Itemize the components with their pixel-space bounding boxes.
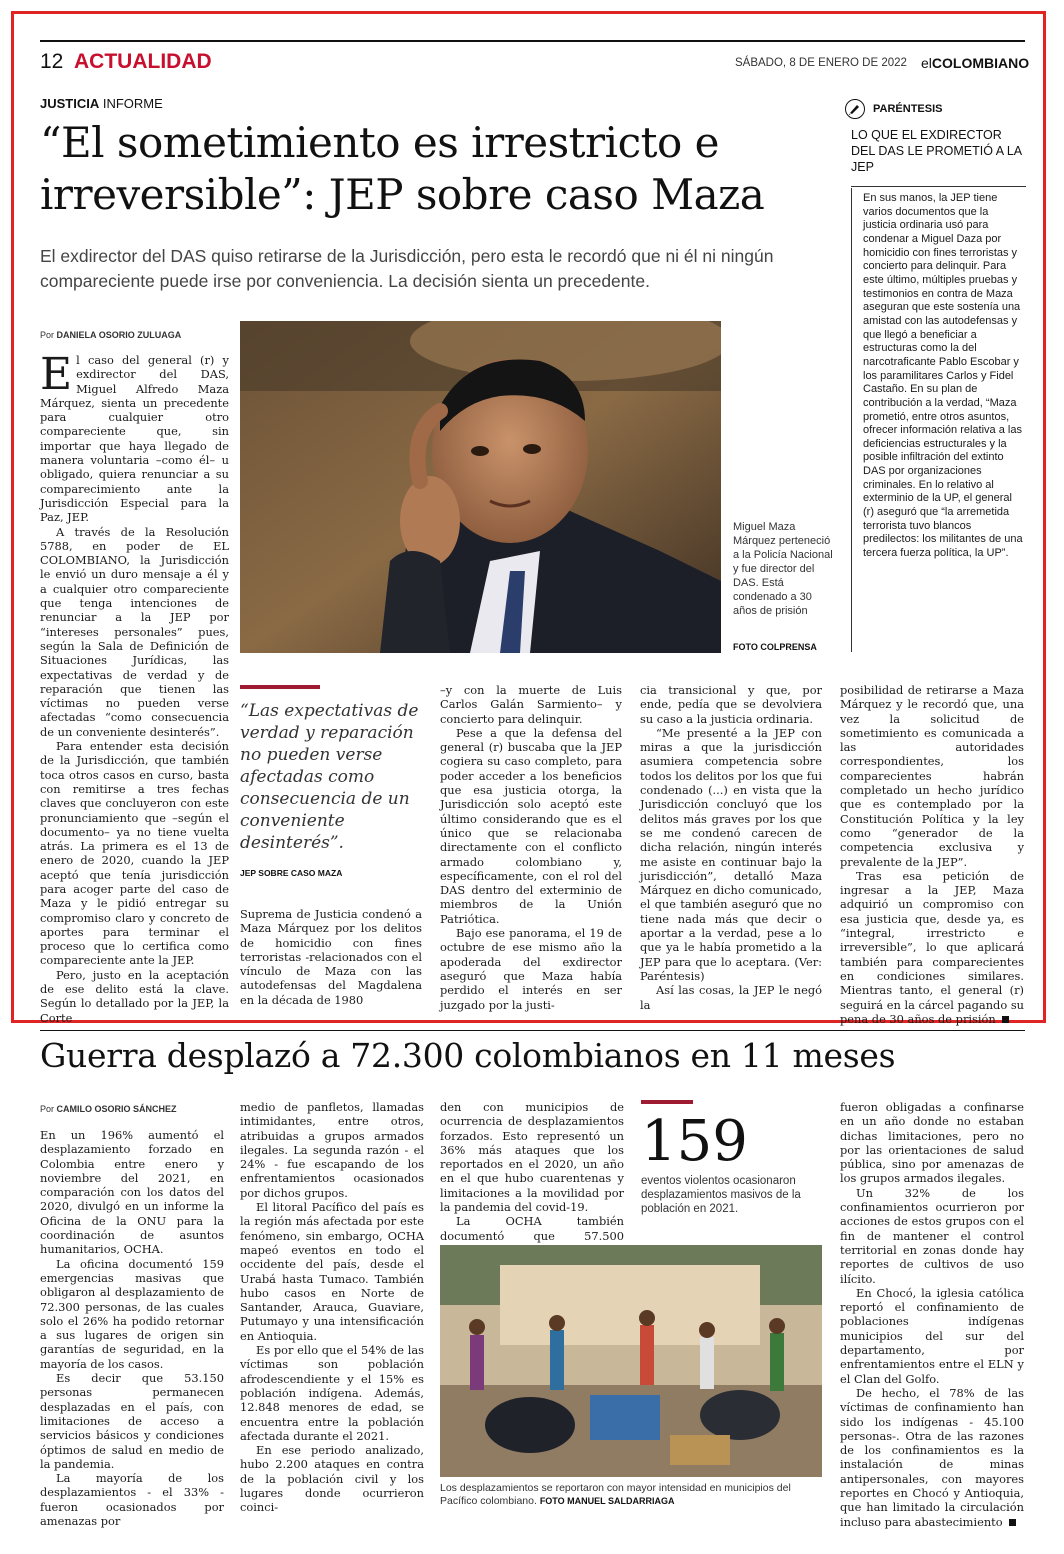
paragraph: fueron obligadas a confinarse en un año donde no estaban dichas limitaciones, pero no por las orientaciones de salud pública, sino por amenazas de los grupos armados ilegales. bbox=[840, 1100, 1024, 1186]
article2-column-2 bbox=[240, 1100, 424, 1515]
end-mark-icon bbox=[1002, 1016, 1009, 1023]
byline-prefix: Por bbox=[40, 330, 55, 340]
paragraph: En Chocó, la iglesia católica reportó el confinamiento de poblaciones indígenas municipios del sur del departamento, por enfrentamientos entre el ELN y el Clan del Golfo. bbox=[840, 1285, 1024, 1386]
article-column-5 bbox=[840, 683, 1024, 1026]
paragraph: “Me presenté a la JEP con miras a que la jurisdicción asumiera competencia sobre todos los delitos por los que fui condenado (...) en vista que la Jurisdicción concluyó que los delitos más graves por los que se me condenó carecen de dicha relación, ningún interés me asiste en continuar bajo la jurisdicción”, detalló Maza Márquez en dicho comunicado, el que también aseguró que no tiene nada más que decir o aportar a la verdad, pese a lo que ya le había prometido a la JEP para que lo aceptara. (Ver: Paréntesis) bbox=[640, 725, 822, 983]
photo-portrait-illustration bbox=[240, 321, 721, 653]
article2-column-3 bbox=[440, 1100, 624, 1257]
pen-icon bbox=[845, 99, 865, 119]
byline-prefix: Por bbox=[40, 1104, 55, 1114]
paragraph: Para entender esta decisión de la Jurisdicción, que también toca otros casos en curso, basta con remitirse a tres fechas claves que concluyeron con este pronunciamiento que –según el documento– ya no tiene vuelta atrás. La primera es el 13 de enero de 2020, cuando la JEP aceptó que tenía jurisdicción para acoger parte del caso de Maza y le pidió entregar su compromiso claro y concreto de aportes para terminar el proceso que lo certifica como compareciente ante la JEP. bbox=[40, 739, 229, 968]
article2-headline: Guerra desplazó a 72.300 colombianos en 11 meses bbox=[40, 1036, 896, 1075]
kicker-type: INFORME bbox=[102, 96, 163, 111]
paragraph: En un 196% aumentó el desplazamiento forzado en Colombia entre enero y noviembre del 2021, en comparación con los datos del 2020, divulgó en un informe la Oficina de la ONU para la coordinación de asuntos humanitarios, OCHA. bbox=[40, 1128, 224, 1257]
article2-photo bbox=[440, 1245, 822, 1477]
paragraph: Así las cosas, la JEP le negó la bbox=[640, 983, 822, 1012]
byline-author: CAMILO OSORIO SÁNCHEZ bbox=[56, 1104, 177, 1114]
paragraph: Pese a que la defensa del general (r) buscaba que la JEP cogiera su caso completo, para poder acceder a los beneficios que esa justicia otorga, la Jurisdicción solo aceptó este último considerando que es el único que se relacionaba directamente con el conflicto armado colombiano y, específicamente, con el rol del DAS dentro del exterminio de miembros de la Unión Patriótica. bbox=[440, 725, 622, 926]
article-photo bbox=[240, 321, 721, 653]
paragraph: den con municipios de ocurrencia de desplazamientos forzados. Esto representó un 36% más ataques que los reportados en el 2020, un año en el que hubo cuarentenas y limitaciones a la movilidad por la pandemia del covid-19. bbox=[440, 1100, 624, 1215]
sidebar-border bbox=[851, 188, 852, 652]
article-column-1 bbox=[40, 349, 229, 1025]
section-name: ACTUALIDAD bbox=[74, 50, 212, 73]
sidebar-text: En sus manos, la JEP tiene varios documentos que la justicia ordinaria usó para condenar a Miguel Daza por homicidio con fines terroristas y concierto para delinquir. Para este último, múltiples pruebas y testimonios en contra de Maza aseguran que este sostenía una amistad con las autodefensas y que llegó a beneficiar a estructuras como la del narcotraficante Pablo Escobar y los paramilitares Carlos y Fidel Castaño. En su plan de contribución a la verdad, “Maza prometió, entre otros asuntos, ofrecer información relativa a las deficiencias estructurales y la posible infiltración del extinto DAS por organizaciones criminales. En lo relativo al exterminio de la UP, el general (r) aseguró que “la arremetida terrorista tuvo blancos predilectos: los militantes de una tercera fuerza política, la UP”. bbox=[863, 192, 1023, 560]
top-rule bbox=[40, 40, 1025, 42]
sidebar-title: LO QUE EL EXDIRECTOR DEL DAS LE PROMETIÓ A LA JEP bbox=[851, 128, 1022, 174]
end-mark-icon bbox=[1009, 1519, 1016, 1526]
drop-cap: E bbox=[40, 349, 73, 400]
paragraph: El caso del general (r) y exdirector del DAS, Miguel Alfredo Maza Márquez, sienta un precedente para cualquier otro compareciente que, sin importar que haya llegado de manera voluntaria –como él– u obligado, quiera renunciar a su comparecimiento ante la Jurisdicción Especial para la Paz, JEP. bbox=[40, 349, 229, 525]
paragraph: A través de la Resolución 5788, en poder de EL COLOMBIANO, la Jurisdicción le envió un duro mensaje a él y a cualquier otro compareciente que tenga intenciones de renunciar a la JEP por “intereses personales” pues, según la Sala de Definición de Situaciones Jurídicas, las expectativas de verdad y de reparación que tienen las víctimas no pueden verse afectadas “como consecuencia de un conveniente desinterés”. bbox=[40, 524, 229, 739]
article-column-3 bbox=[440, 683, 622, 1012]
stat-number: 159 bbox=[641, 1109, 748, 1174]
paragraph: En ese periodo analizado, hubo 2.200 ataques en contra de la población civil y los lugares donde ocurrieron coinci- bbox=[240, 1443, 424, 1515]
stat-caption: eventos violentos ocasionaron desplazamientos masivos de la población en 2021. bbox=[641, 1175, 801, 1215]
article-byline bbox=[40, 330, 181, 340]
sidebar-label: PARÉNTESIS bbox=[873, 103, 943, 115]
article2-byline bbox=[40, 1104, 177, 1114]
byline-author: DANIELA OSORIO ZULUAGA bbox=[56, 330, 182, 340]
photo-credit: FOTO COLPRENSA bbox=[733, 642, 817, 652]
article-subhead: El exdirector del DAS quiso retirarse de la Jurisdicción, pero esta le recordó que ni él ni ningún compareciente puede irse por conveniencia. La decisión sienta un precedente. bbox=[40, 246, 774, 291]
paragraph: Un 32% de los confinamientos ocurrieron por acciones de estos grupos con el fin de mantener el control territorial en zonas donde hay reportes de cultivos de uso ilícito. bbox=[840, 1185, 1024, 1286]
brand-prefix: el bbox=[921, 55, 932, 71]
paragraph: Es por ello que el 54% de las víctimas son población afrodescendiente y el 15% es población indígena. Además, 12.848 menores de edad, se encuentra entre la población afectada durante el 2021. bbox=[240, 1343, 424, 1443]
paragraph: La mayoría de los desplazamientos - el 33% - fueron ocasionados por amenazas por bbox=[40, 1471, 224, 1529]
photo-caption: Los desplazamientos se reportaron con mayor intensidad en municipios del Pacífico colombiano. bbox=[440, 1482, 791, 1507]
paragraph: Tras esa petición de ingresar a la JEP, Maza adquirió un compromiso con esa justicia que, desde ya, es “integral, irrestricto e irreversible”, lo que aplicará también para comparecientes en condiciones similares. Mientras tanto, el general (r) seguirá en la cárcel pagando su pena de 30 años de prisión bbox=[840, 868, 1024, 1026]
paragraph: posibilidad de retirarse a Maza Márquez y le recordó que, una vez la solicitud de sometimiento es comunicada a las autoridades correspondientes, los comparecientes habrán completado un hecho jurídico que es contemplado por la Constitución Política y la ley como “generador de la competencia exclusiva y prevalente de la JEP”. bbox=[840, 683, 1024, 869]
pull-quote-source: JEP SOBRE CASO MAZA bbox=[240, 868, 343, 878]
page-number: 12 bbox=[40, 50, 64, 73]
article2-column-1 bbox=[40, 1128, 224, 1528]
photo-caption: Miguel Maza Márquez perteneció a la Policía Nacional y fue director del DAS. Está condenado a 30 años de prisión bbox=[733, 521, 833, 617]
paragraph: El litoral Pacífico del país es la región más afectada por este fenómeno, sin embargo, OCHA mapeó eventos en todo el occidente del país, desde el Urabá hasta Tumaco. También hubo casos en Norte de Santander, Arauca, Guaviare, Putumayo y una intensificación en Antioquia. bbox=[240, 1200, 424, 1343]
article-headline: “El sometimiento es irrestricto e irreversible”: JEP sobre caso Maza bbox=[40, 118, 765, 219]
paragraph: Bajo ese panorama, el 19 de octubre de ese mismo año la apoderada del exdirector aseguró que Maza había perdido el interés en ser juzgado por la justi- bbox=[440, 926, 622, 1012]
brand-name: COLOMBIANO bbox=[931, 55, 1030, 71]
photo-credit: FOTO MANUEL SALDARRIAGA bbox=[539, 1496, 675, 1506]
paragraph: –y con la muerte de Luis Carlos Galán Sarmiento– y concierto para delinquir. bbox=[440, 683, 622, 726]
paragraph: Suprema de Justicia condenó a Maza Márquez por los delitos de homicidio con fines terroristas -relacionados con el vínculo de Maza con las autodefensas del Magdalena en la década de 1980 bbox=[240, 907, 422, 1007]
issue-date: SÁBADO, 8 DE ENERO DE 2022 bbox=[735, 57, 907, 69]
kicker-section: JUSTICIA bbox=[40, 96, 100, 111]
photo-shelter-illustration bbox=[440, 1245, 822, 1477]
pull-quote: “Las expectativas de verdad y reparación no pueden verse afectadas como consecuencia de un conveniente desinterés”. bbox=[240, 701, 419, 853]
quote-accent-bar bbox=[240, 685, 320, 689]
paragraph: medio de panfletos, llamadas intimidantes, entre otros, atribuidas a grupos armados ilegales. La segunda razón - el 24% - fue escapando de los enfrentamientos ocasionados por dichos grupos. bbox=[240, 1100, 424, 1200]
paragraph: De hecho, el 78% de las víctimas de confinamiento han sido los indígenas - 45.100 personas-. Otra de las razones de los confinamientos es la instalación de minas antipersonales, con mayores reportes en Chocó y Antioquia, que han limitado la circulación incluso para abastecimiento bbox=[840, 1385, 1024, 1529]
stat-accent-bar bbox=[641, 1100, 693, 1104]
article2-photo-caption bbox=[440, 1482, 830, 1508]
article-separator bbox=[40, 1030, 1025, 1031]
paragraph: Pero, justo en la aceptación de ese delito está la clave. Según lo detallado por la JEP, la Corte bbox=[40, 967, 229, 1025]
article-column-4 bbox=[640, 683, 822, 1012]
paragraph: Es decir que 53.150 personas permanecen desplazadas en el país, con limitaciones de acceso a servicios básicos y condiciones óptimos de salud en medio de la pandemia. bbox=[40, 1371, 224, 1471]
article-kicker bbox=[40, 96, 163, 111]
sidebar-rule bbox=[851, 186, 1026, 187]
newspaper-brand bbox=[921, 55, 1029, 71]
article2-column-5 bbox=[840, 1100, 1024, 1529]
paragraph: cia transicional y que, por ende, pedía que se devolviera su caso a la justicia ordinaria. bbox=[640, 683, 822, 726]
article-column-2 bbox=[240, 907, 422, 1007]
paragraph: La OCHA también documentó que 57.500 bbox=[440, 1214, 624, 1243]
paragraph: La oficina documentó 159 emergencias masivas que obligaron al desplazamiento de 72.300 personas, de las cuales solo el 26% ha podido retornar a sus lugares de origen sin garantías de seguridad, en la mayoría de los casos. bbox=[40, 1256, 224, 1371]
